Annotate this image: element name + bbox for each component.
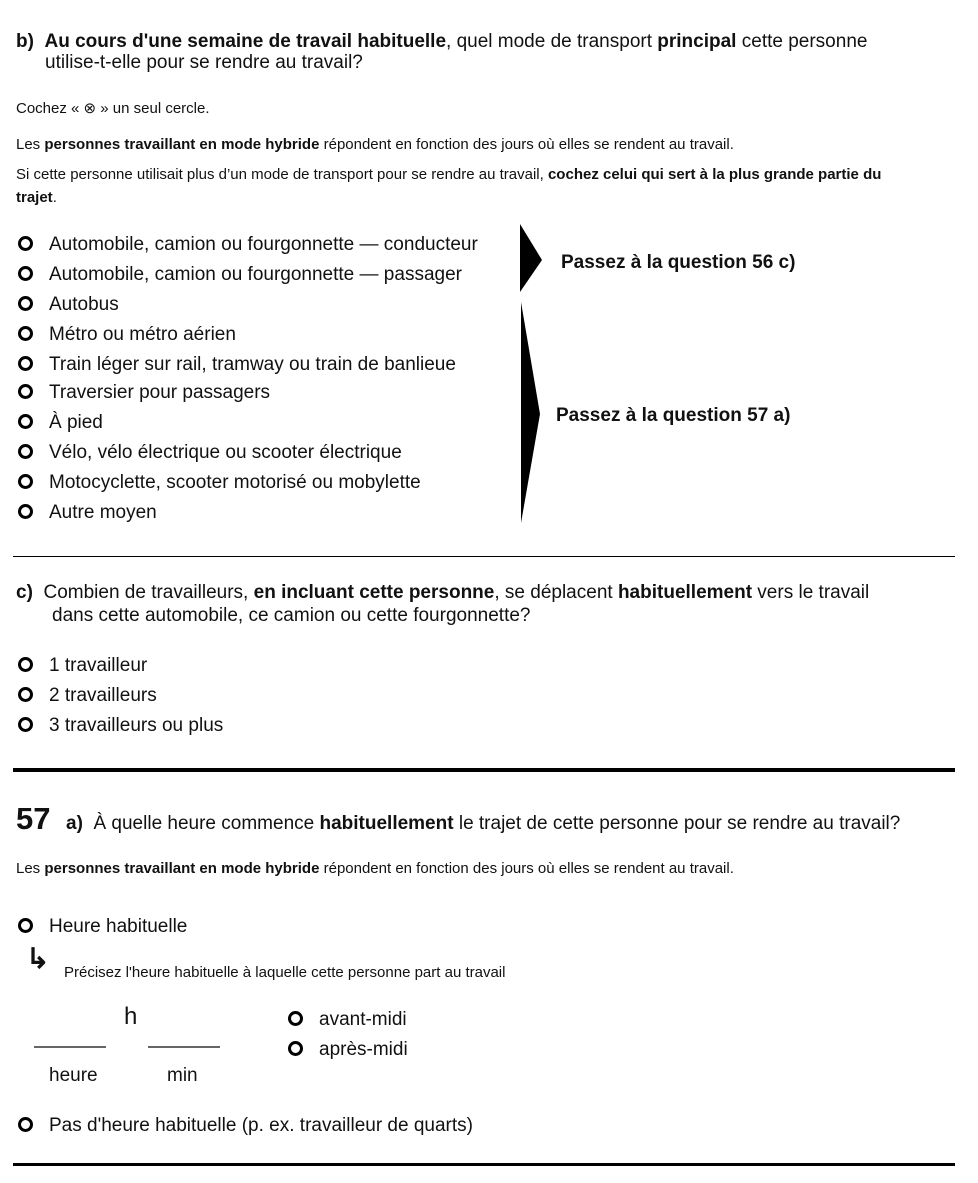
radio-circle-icon[interactable] [18,918,33,933]
radio-circle-icon[interactable] [18,414,33,429]
option-2-travailleurs[interactable] [18,681,157,711]
q56c-label: c) [16,582,33,603]
section-divider [13,768,955,772]
hour-field[interactable] [34,1046,106,1048]
option-label: À pied [49,412,103,433]
q56b-title-bold: Au cours d'une semaine de travail habituelle [44,31,447,52]
option-1-travailleur[interactable] [18,651,147,681]
skip-arrow-c-icon [518,224,544,294]
q57a-title-pre: À quelle heure commence [93,813,320,834]
radio-circle-icon[interactable] [18,266,33,281]
option-heure-habituelle[interactable] [18,912,187,942]
option-3-travailleurs[interactable] [18,711,223,741]
option-autre[interactable] [18,498,157,528]
radio-circle-icon[interactable] [18,657,33,672]
q56b-multi-note [16,164,956,186]
option-traversier[interactable] [18,378,270,408]
option-label: Automobile, camion ou fourgonnette — conducteur [49,234,478,255]
radio-circle-icon[interactable] [18,444,33,459]
radio-circle-icon[interactable] [18,474,33,489]
q57a-title-bold: habituellement [319,813,454,834]
q56b-title-bold2: principal [657,31,737,52]
minute-field[interactable] [148,1046,220,1048]
radio-circle-icon[interactable] [18,717,33,732]
goto-56c: Passez à la question 56 c) [561,252,796,273]
divider [13,556,955,557]
option-a-pied[interactable] [18,408,103,438]
option-label: Train léger sur rail, tramway ou train de banlieue [49,354,456,375]
q56b-instruction: Cochez « ⊗ » un seul cercle. [16,100,210,117]
option-passager[interactable] [18,260,462,290]
option-label: Motocyclette, scooter motorisé ou mobylette [49,472,421,493]
option-pas-heure-habituelle[interactable] [18,1111,473,1141]
hybrid-post: répondent en fonction des jours où elles se rendent au travail. [319,136,734,153]
option-velo[interactable] [18,438,402,468]
hybrid-post: répondent en fonction des jours où elles se rendent au travail. [319,860,734,877]
option-motocyclette[interactable] [18,468,421,498]
hybrid-bold: personnes travaillant en mode hybride [44,136,320,153]
q56c-title-bold: en incluant cette personne [253,582,495,603]
radio-circle-icon[interactable] [288,1041,303,1056]
radio-circle-icon[interactable] [18,296,33,311]
radio-circle-icon[interactable] [288,1011,303,1026]
hybrid-pre: Les [16,136,45,153]
option-label: avant-midi [319,1009,407,1030]
multi-end: . [52,189,57,206]
option-label: Automobile, camion ou fourgonnette — passager [49,264,462,285]
q56c-title-line2: dans cette automobile, ce camion ou cette fourgonnette? [52,605,531,626]
specify-time-note: Précisez l'heure habituelle à laquelle cette personne part au travail [64,964,506,981]
q57-number: 57 [16,801,51,836]
radio-circle-icon[interactable] [18,1117,33,1132]
option-autobus[interactable] [18,290,119,320]
q56c-title [16,582,956,604]
option-label: 1 travailleur [49,655,148,676]
goto-57a: Passez à la question 57 a) [556,405,791,426]
option-metro[interactable] [18,320,236,350]
option-avant-midi[interactable] [288,1005,407,1035]
q56c-title-mid: , se déplacent [494,582,618,603]
radio-circle-icon[interactable] [18,687,33,702]
option-label: Heure habituelle [49,916,188,937]
option-label: 3 travailleurs ou plus [49,715,224,736]
radio-circle-icon[interactable] [18,384,33,399]
option-label: Autre moyen [49,502,157,523]
option-label: 2 travailleurs [49,685,157,706]
q56b-title-mid: , quel mode de transport [446,31,658,52]
q56b-hybrid-note [16,134,734,156]
multi-bold: cochez celui qui sert à la plus grande partie du [547,166,882,183]
minute-label: min [167,1065,198,1086]
option-label: Autobus [49,294,119,315]
option-label: Métro ou métro aérien [49,324,236,345]
q57a-label: a) [66,813,83,834]
radio-circle-icon[interactable] [18,236,33,251]
q57a-hybrid-note [16,858,734,880]
q57a-title [66,813,900,835]
q56b-title-line2: utilise-t-elle pour se rendre au travail? [45,52,363,73]
hour-separator: h [124,1003,138,1030]
radio-circle-icon[interactable] [18,504,33,519]
multi-bold2: trajet [16,189,53,206]
option-label: Traversier pour passagers [49,382,271,403]
hour-label: heure [49,1065,98,1086]
option-conducteur[interactable] [18,230,478,260]
skip-arrow-57a-icon [518,302,544,524]
q56b-multi-note-line2 [16,187,57,209]
radio-circle-icon[interactable] [18,356,33,371]
follow-arrow-icon: ↳ [26,943,50,974]
option-apres-midi[interactable] [288,1035,408,1065]
multi-pre: Si cette personne utilisait plus d’un mode de transport pour se rendre au travail, [16,166,548,183]
q56c-title-pre: Combien de travailleurs, [43,582,254,603]
section-divider-bottom [13,1163,955,1166]
radio-circle-icon[interactable] [18,326,33,341]
q56c-title-end: vers le travail [752,582,870,603]
q56b-title-end: cette personne [736,31,868,52]
q56c-title-bold2: habituellement [617,582,753,603]
option-label: après-midi [319,1039,408,1060]
q56b-label: b) [16,31,34,52]
hybrid-pre: Les [16,860,45,877]
option-label: Pas d'heure habituelle (p. ex. travailleur de quarts) [49,1115,473,1136]
option-label: Vélo, vélo électrique ou scooter électrique [49,442,402,463]
hybrid-bold: personnes travaillant en mode hybride [44,860,320,877]
q57a-title-end: le trajet de cette personne pour se rendre au travail? [453,813,901,834]
q56b-title [16,31,956,53]
option-train[interactable] [18,350,456,380]
